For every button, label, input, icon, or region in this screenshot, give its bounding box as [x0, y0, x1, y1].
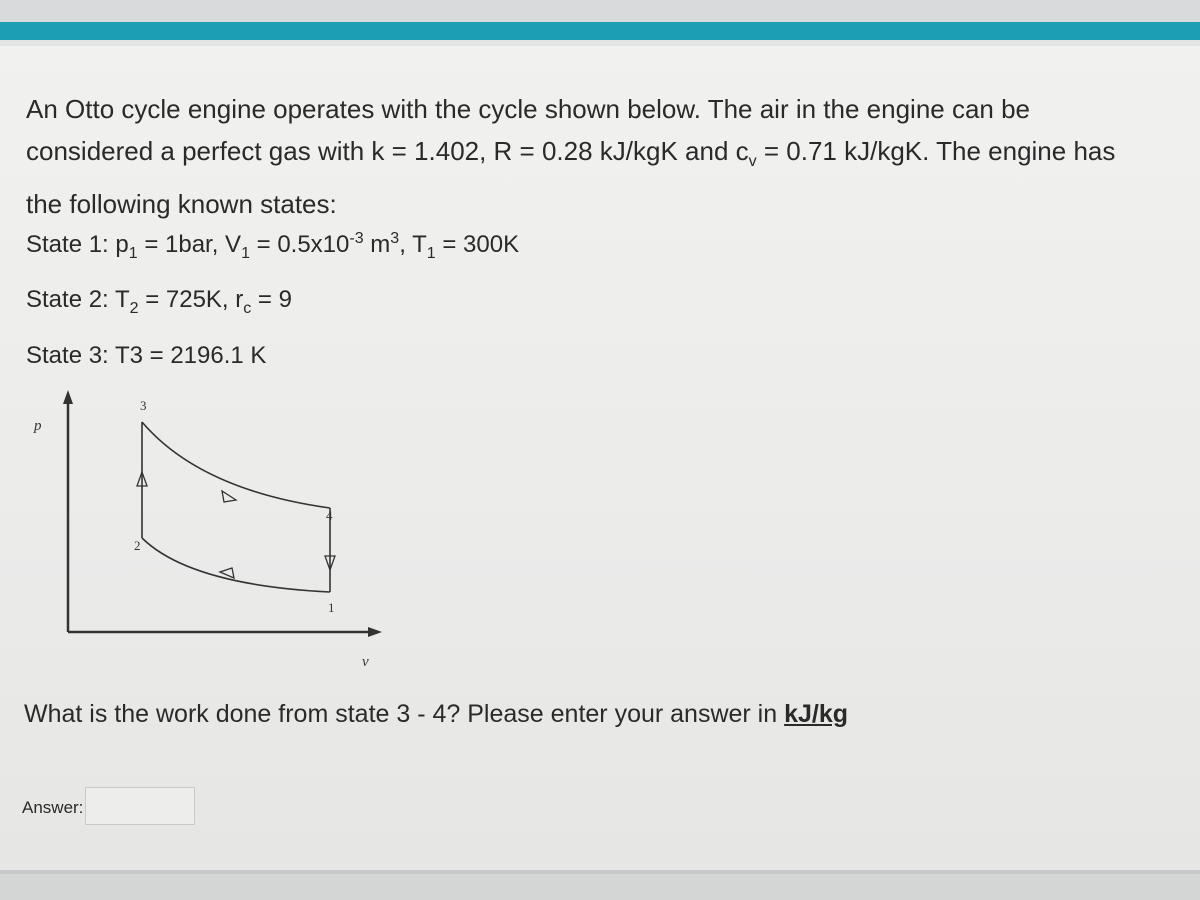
header-accent-bar — [0, 22, 1200, 40]
s1-a: State 1: p — [26, 231, 129, 258]
s1-e: , T — [399, 231, 427, 258]
arrow-3-4 — [222, 491, 236, 502]
point-2-label: 2 — [134, 538, 141, 553]
state-3-line: State 3: T3 = 2196.1 K — [26, 342, 267, 369]
s1-b: = 1bar, V — [137, 231, 242, 258]
s2-c: = 9 — [251, 286, 292, 313]
point-4-label: 4 — [326, 508, 333, 523]
x-axis-label: v — [362, 654, 369, 670]
y-axis-label: p — [34, 418, 42, 434]
state-2-line — [26, 286, 292, 318]
question-line-2-part-a: considered a perfect gas with k = 1.402, R = 0.28 kJ/kgK and c — [26, 136, 749, 166]
bottom-divider — [0, 870, 1200, 874]
s1-d: m — [363, 231, 391, 258]
question-line-3: the following known states: — [26, 189, 337, 220]
answer-label: Answer: — [22, 798, 84, 817]
s1-d-sup: 3 — [390, 230, 400, 247]
s2-a: State 2: T — [26, 286, 130, 313]
s1-b-sub: 1 — [241, 244, 250, 262]
unit-link[interactable]: kJ/kg — [784, 700, 849, 728]
process-3-4-curve — [142, 422, 330, 508]
question-line-2 — [26, 130, 1176, 183]
s2-a-sub: 2 — [129, 299, 139, 317]
process-1-2-curve — [142, 538, 330, 592]
answer-input[interactable] — [85, 787, 195, 825]
s2-b: = 725K, r — [138, 286, 244, 313]
cv-subscript: v — [748, 153, 757, 171]
x-axis-arrowhead — [368, 627, 382, 637]
s1-c-sup: -3 — [349, 230, 364, 247]
state-1-line — [26, 230, 519, 263]
pv-diagram — [0, 380, 420, 680]
s1-c: = 0.5x10 — [249, 231, 350, 258]
point-3-label: 3 — [140, 398, 147, 413]
question-prompt — [24, 700, 848, 729]
question-text — [26, 88, 1176, 225]
top-shade — [0, 0, 1200, 22]
prompt-text: What is the work done from state 3 - 4? Please enter your answer in — [24, 700, 785, 728]
s2-b-sub: c — [243, 299, 252, 317]
arrow-1-2 — [220, 568, 234, 578]
bottom-strip — [0, 870, 1200, 900]
question-line-1: An Otto cycle engine operates with the cycle shown below. The air in the engine can be — [26, 94, 1031, 124]
question-line-2-part-b: = 0.71 kJ/kgK. The engine has — [756, 136, 1116, 166]
s1-a-sub: 1 — [128, 244, 138, 262]
s1-f: = 300K — [435, 231, 520, 258]
point-1-label: 1 — [328, 600, 335, 615]
s1-e-sub: 1 — [426, 244, 436, 262]
y-axis-arrowhead — [63, 390, 73, 404]
